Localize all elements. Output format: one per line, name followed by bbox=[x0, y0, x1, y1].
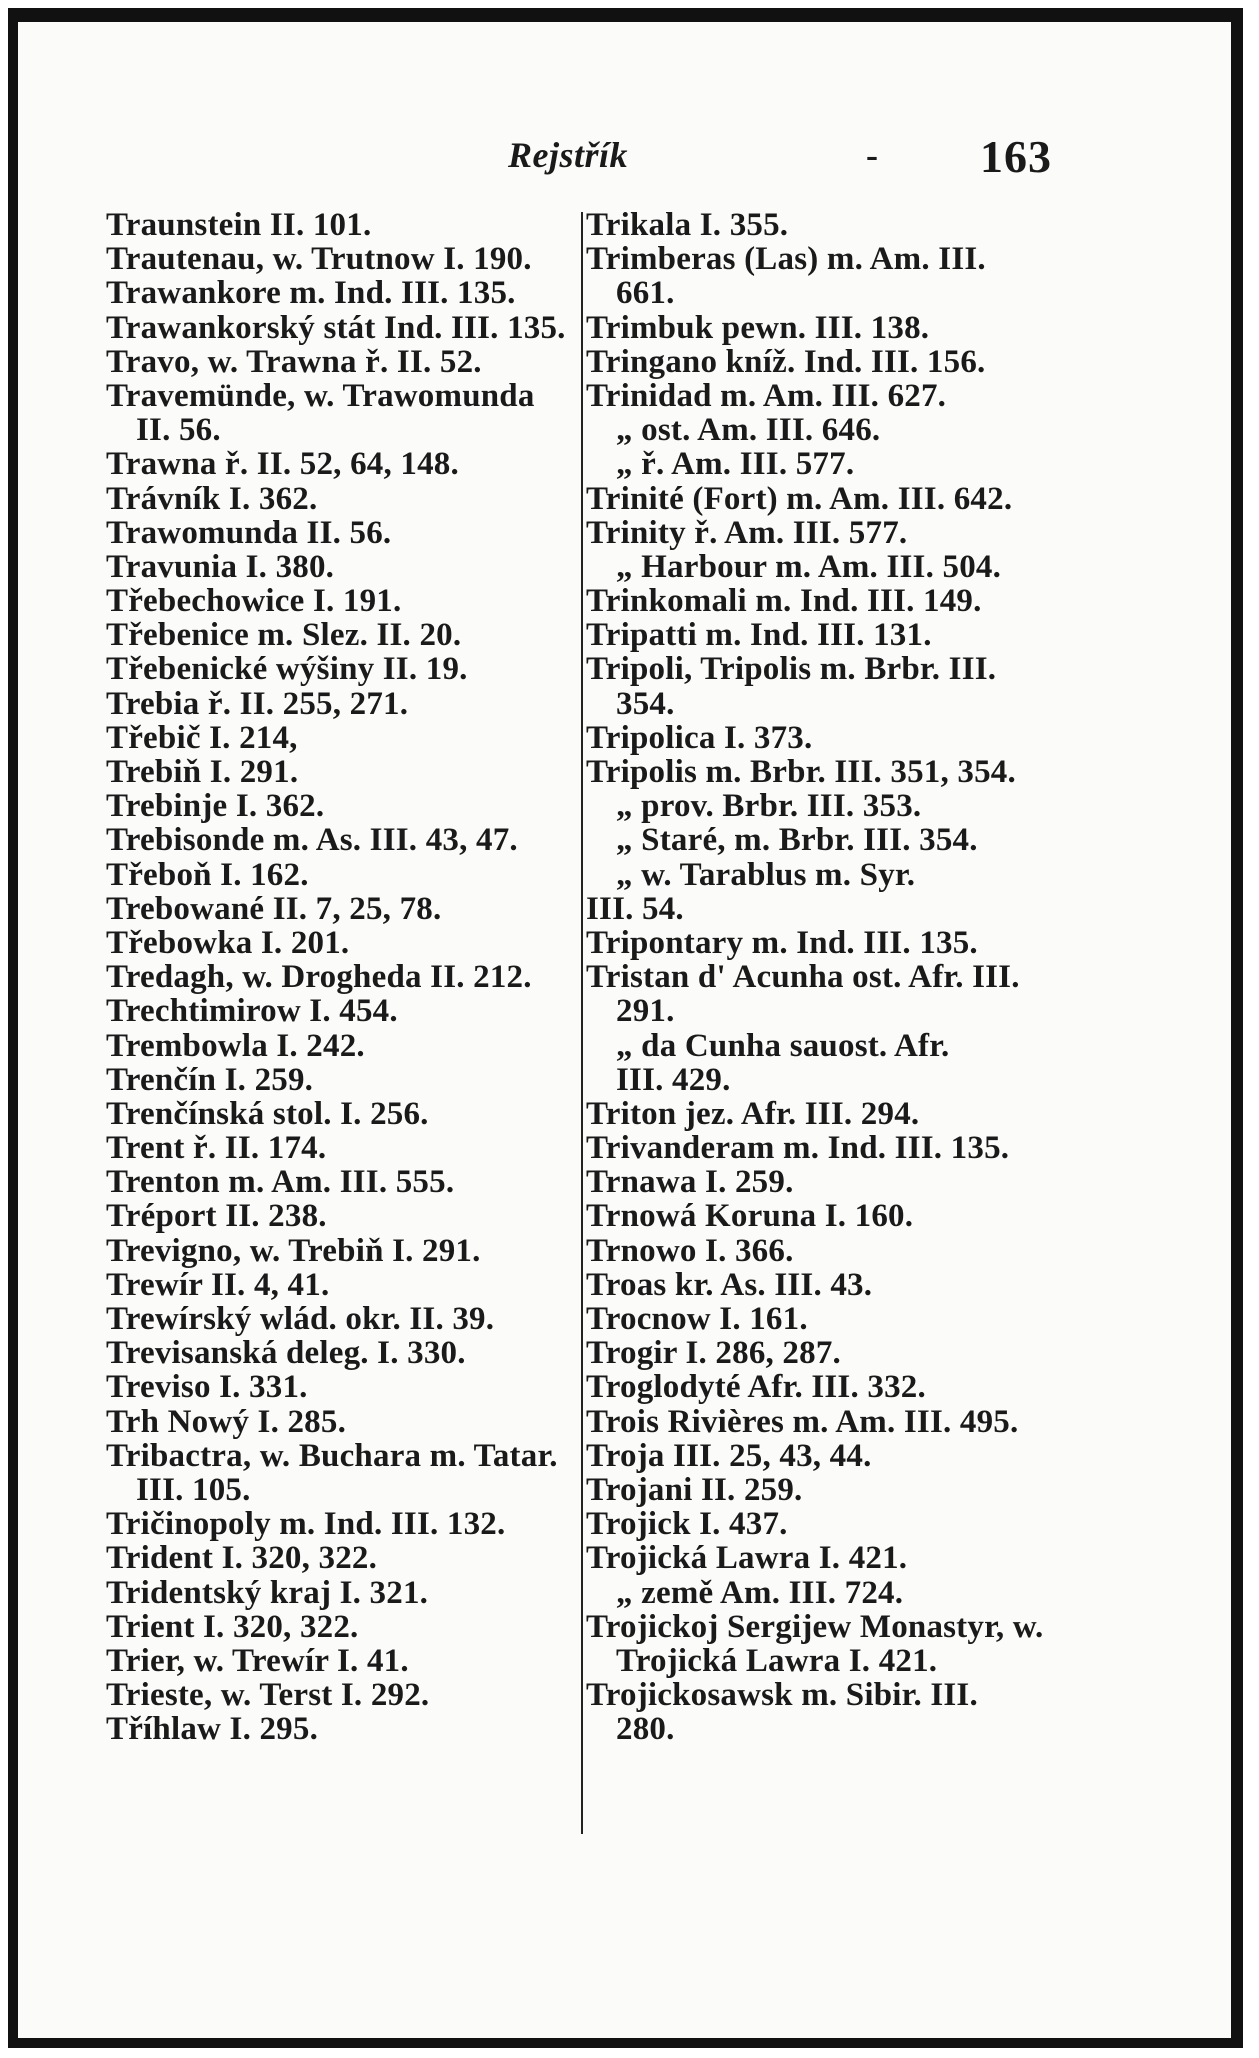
index-entry: Trewír II. 4, 41. bbox=[106, 1266, 330, 1303]
index-entry-continuation: Trojická Lawra I. 421. bbox=[616, 1642, 938, 1679]
index-entry: Tričinopoly m. Ind. III. 132. bbox=[106, 1506, 506, 1543]
index-entry: Tripolica I. 373. bbox=[586, 719, 813, 756]
index-entry-continuation: 291. bbox=[616, 993, 675, 1030]
index-entry: Trier, w. Trewír I. 41. bbox=[106, 1642, 409, 1679]
index-entry: Trimberas (Las) m. Am. III. bbox=[586, 241, 986, 278]
index-entry-continuation: II. 56. bbox=[136, 412, 221, 449]
index-entry: Trent ř. II. 174. bbox=[106, 1130, 327, 1167]
index-entry: Trocnow I. 161. bbox=[586, 1301, 808, 1337]
index-entry: Trebia ř. II. 255, 271. bbox=[106, 685, 409, 722]
index-entry: Trois Rivières m. Am. III. 495. bbox=[586, 1403, 1019, 1440]
index-entry: Tréport II. 238. bbox=[106, 1198, 327, 1235]
index-entry: Troja III. 25, 43, 44. bbox=[586, 1437, 872, 1474]
index-entry: Trinidad m. Am. III. 627. bbox=[586, 377, 947, 414]
index-entry: Trident I. 320, 322. bbox=[106, 1540, 378, 1577]
index-entry: Třebič I. 214, bbox=[106, 719, 298, 756]
index-entry-continuation: „ da Cunha sauost. Afr. bbox=[616, 1027, 950, 1064]
index-entry: Triton jez. Afr. III. 294. bbox=[586, 1095, 920, 1132]
index-entry: Trimbuk pewn. III. 138. bbox=[586, 309, 930, 346]
index-entry: Trebowané II. 7, 25, 78. bbox=[106, 890, 442, 927]
index-entry: Trebiň I. 291. bbox=[106, 754, 299, 790]
index-entry: Trenton m. Am. III. 555. bbox=[106, 1164, 455, 1201]
index-entry-continuation: „ ř. Am. III. 577. bbox=[616, 446, 855, 483]
index-entry: Travemünde, w. Trawomunda bbox=[106, 377, 535, 414]
index-entry-continuation: „ prov. Brbr. III. 353. bbox=[616, 788, 922, 825]
index-entry: Trivanderam m. Ind. III. 135. bbox=[586, 1130, 1010, 1167]
page-number: 163 bbox=[980, 131, 1052, 182]
index-entry: Trautenau, w. Trutnow I. 190. bbox=[106, 241, 532, 278]
index-entry: Trawna ř. II. 52, 64, 148. bbox=[106, 446, 459, 483]
index-entry: Tříhlaw I. 295. bbox=[106, 1711, 319, 1748]
index-entry: Travo, w. Trawna ř. II. 52. bbox=[106, 343, 482, 380]
index-entry: Trnowo I. 366. bbox=[586, 1232, 794, 1269]
index-entry: Trinkomali m. Ind. III. 149. bbox=[586, 583, 982, 620]
index-entry-continuation: „ Staré, m. Brbr. III. 354. bbox=[616, 822, 978, 859]
index-entry: Trojick I. 437. bbox=[586, 1506, 788, 1543]
index-entry: Trechtimirow I. 454. bbox=[106, 993, 398, 1030]
index-entry: Trávník I. 362. bbox=[106, 480, 318, 517]
index-entry-continuation: 280. bbox=[616, 1711, 675, 1748]
index-entry: Trebinje I. 362. bbox=[106, 788, 325, 825]
index-entry: Travunia I. 380. bbox=[106, 548, 335, 585]
index-entry: Trawankore m. Ind. III. 135. bbox=[106, 275, 516, 312]
running-title: Rejstřík bbox=[508, 135, 629, 175]
index-entry: Trembowla I. 242. bbox=[106, 1027, 365, 1064]
index-entry-continuation: 661. bbox=[616, 275, 675, 312]
index-entry-continuation: „ ost. Am. III. 646. bbox=[616, 412, 881, 449]
index-entry: Treviso I. 331. bbox=[106, 1369, 308, 1406]
index-column-left bbox=[106, 208, 576, 1746]
page-header bbox=[18, 130, 1231, 190]
index-entry: Tridentský kraj I. 321. bbox=[106, 1574, 429, 1611]
index-entry-continuation: 354. bbox=[616, 685, 675, 722]
index-entry: Třebenice m. Slez. II. 20. bbox=[106, 617, 462, 654]
header-dash: - bbox=[866, 135, 878, 175]
index-entry: Trawomunda II. 56. bbox=[106, 514, 392, 551]
index-entry: Tredagh, w. Drogheda II. 212. bbox=[106, 959, 532, 996]
index-entry: Trevisanská deleg. I. 330. bbox=[106, 1335, 466, 1372]
index-entry: Třeboň I. 162. bbox=[106, 856, 309, 893]
index-entry: III. 54. bbox=[586, 890, 684, 927]
index-entry: Trenčínská stol. I. 256. bbox=[106, 1095, 429, 1132]
index-entry: Trojická Lawra I. 421. bbox=[586, 1540, 908, 1577]
index-entry: Třebechowice I. 191. bbox=[106, 583, 402, 620]
column-divider bbox=[581, 212, 583, 1834]
index-entry: Trikala I. 355. bbox=[586, 207, 789, 243]
index-entry: Trinity ř. Am. III. 577. bbox=[586, 514, 908, 551]
index-entry: Tripoli, Tripolis m. Brbr. III. bbox=[586, 651, 997, 688]
index-entry: Tribactra, w. Buchara m. Tatar. bbox=[106, 1437, 558, 1474]
index-entry: Trewírský wlád. okr. II. 39. bbox=[106, 1301, 495, 1337]
index-entry: Trawankorský stát Ind. III. 135. bbox=[106, 309, 566, 346]
index-entry: Trojickoj Sergijew Monastyr, w. bbox=[586, 1608, 1044, 1645]
index-entry-continuation: „ země Am. III. 724. bbox=[616, 1574, 904, 1611]
index-entry: Trojickosawsk m. Sibir. III. bbox=[586, 1677, 978, 1714]
index-entry: Trenčín I. 259. bbox=[106, 1061, 314, 1098]
index-column-right bbox=[586, 208, 1066, 1746]
index-entry-continuation: III. 105. bbox=[136, 1471, 251, 1508]
index-entry: Tripolis m. Brbr. III. 351, 354. bbox=[586, 754, 1016, 790]
index-entry: Trebisonde m. As. III. 43, 47. bbox=[106, 822, 518, 859]
index-entry: Trieste, w. Terst I. 292. bbox=[106, 1677, 430, 1714]
index-entry: Trnowá Koruna I. 160. bbox=[586, 1198, 914, 1235]
index-entry: Trogir I. 286, 287. bbox=[586, 1335, 841, 1372]
index-entry: Tripatti m. Ind. III. 131. bbox=[586, 617, 932, 654]
index-entry: Tringano kníž. Ind. III. 156. bbox=[586, 343, 986, 380]
index-entry: Trevigno, w. Trebiň I. 291. bbox=[106, 1232, 481, 1269]
index-entry: Tripontary m. Ind. III. 135. bbox=[586, 924, 978, 961]
index-entry: Troas kr. As. III. 43. bbox=[586, 1266, 873, 1303]
index-entry: Trh Nowý I. 285. bbox=[106, 1403, 347, 1440]
index-entry: Tristan d' Acunha ost. Afr. III. bbox=[586, 959, 1020, 996]
page bbox=[8, 8, 1243, 2048]
index-entry-continuation: „ Harbour m. Am. III. 504. bbox=[616, 548, 1002, 585]
index-entry: Trojani II. 259. bbox=[586, 1471, 803, 1508]
index-entry: Troglodyté Afr. III. 332. bbox=[586, 1369, 926, 1406]
index-entry: Trinité (Fort) m. Am. III. 642. bbox=[586, 480, 1013, 517]
index-entry: Trient I. 320, 322. bbox=[106, 1608, 359, 1645]
index-entry: Třebenické wýšiny II. 19. bbox=[106, 651, 468, 688]
index-entry: Třebowka I. 201. bbox=[106, 924, 350, 961]
index-entry-continuation: „ w. Tarablus m. Syr. bbox=[616, 856, 916, 893]
index-entry-continuation: III. 429. bbox=[616, 1061, 731, 1098]
index-entry: Trnawa I. 259. bbox=[586, 1164, 794, 1201]
index-entry: Traunstein II. 101. bbox=[106, 207, 372, 243]
